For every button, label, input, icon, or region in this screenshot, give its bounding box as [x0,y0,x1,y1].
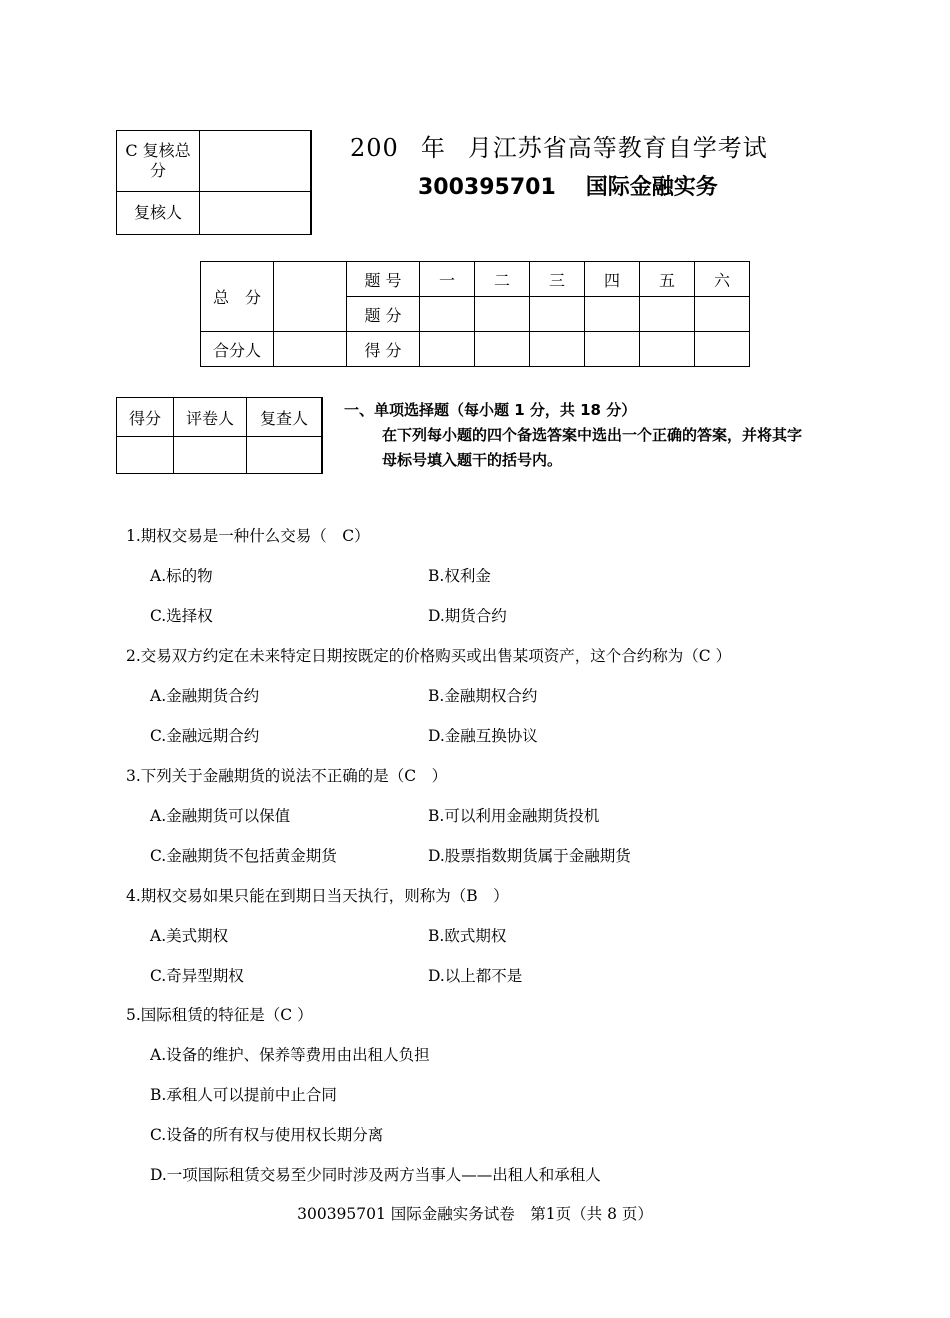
obtained-score-cell[interactable] [530,332,585,367]
section-title: 一、单项选择题（每小题 1 分，共 18 分） [344,401,637,419]
checker-cell[interactable] [247,437,323,474]
question-stem: 2.交易双方约定在未来特定日期按既定的价格购买或出售某项资产，这个合约称为（C ） [126,647,732,665]
option: C.奇异型期权 [150,967,244,985]
obtained-score-cell[interactable] [585,332,640,367]
question-score-cell[interactable] [585,297,640,332]
checker-label: 复查人 [247,398,323,437]
question-stem: 3.下列关于金融期货的说法不正确的是（C ） [126,767,448,785]
review-box [116,130,312,235]
question-score-cell[interactable] [475,297,530,332]
section-instruction: 在下列每小题的四个备选答案中选出一个正确的答案，并将其字母标号填入题干的括号内。 [382,426,803,469]
row-label-question-score: 题 分 [347,297,420,332]
course-line [418,170,718,201]
question-score-cell[interactable] [530,297,585,332]
exam-year-suffix: 年 [420,134,446,162]
question-stem: 5.国际租赁的特征是（C ） [126,1006,313,1024]
row-label-obtained-score: 得 分 [347,332,420,367]
question-score-cell[interactable] [695,297,750,332]
total-score-cell[interactable] [274,262,347,332]
row-label-question-no: 题 号 [347,262,420,297]
option: D.金融互换协议 [428,727,538,745]
exam-title-rest: 月江苏省高等教育自学考试 [467,134,768,162]
option: A.标的物 [150,567,213,585]
option: B.承租人可以提前中止合同 [150,1086,337,1104]
score-table [200,261,750,367]
reviewer-cell[interactable] [200,192,312,235]
combiner-cell[interactable] [274,332,347,367]
review-total-label: C 复核总分 [117,131,200,192]
exam-year-prefix: 200 [350,134,399,162]
question-score-cell[interactable] [640,297,695,332]
option: D.期货合约 [428,607,507,625]
option: D.一项国际租赁交易至少同时涉及两方当事人——出租人和承租人 [150,1166,601,1184]
option: B.欧式期权 [428,927,507,945]
option: A.金融期货合约 [150,687,260,705]
option: B.权利金 [428,567,491,585]
question-stem: 1.期权交易是一种什么交易（ C） [126,527,370,545]
option: D.以上都不是 [428,967,523,985]
reviewer-label: 复核人 [117,192,200,235]
obtained-score-cell[interactable] [420,332,475,367]
total-score-label: 总 分 [201,262,274,332]
question-score-cell[interactable] [420,297,475,332]
obtained-score-cell[interactable] [475,332,530,367]
option: D.股票指数期货属于金融期货 [428,847,631,865]
review-total-cell[interactable] [200,131,312,192]
option: B.可以利用金融期货投机 [428,807,600,825]
question-no-3: 三 [530,262,585,297]
question-no-1: 一 [420,262,475,297]
grader-box [116,397,323,474]
section-header [344,398,802,473]
option: C.设备的所有权与使用权长期分离 [150,1126,384,1144]
grader-score-cell[interactable] [117,437,174,474]
grader-label: 评卷人 [174,398,247,437]
option: A.设备的维护、保养等费用由出租人负担 [150,1046,430,1064]
combiner-label: 合分人 [201,332,274,367]
page-footer: 300395701 国际金融实务试卷 第1页（共 8 页） [297,1205,653,1223]
option: B.金融期权合约 [428,687,538,705]
course-code: 300395701 [418,175,556,200]
question-no-5: 五 [640,262,695,297]
option: C.选择权 [150,607,213,625]
question-stem: 4.期权交易如果只能在到期日当天执行，则称为（B ） [126,887,509,905]
obtained-score-cell[interactable] [695,332,750,367]
question-no-4: 四 [585,262,640,297]
exam-title [350,128,780,163]
grader-cell[interactable] [174,437,247,474]
option: C.金融期货不包括黄金期货 [150,847,337,865]
question-no-6: 六 [695,262,750,297]
option: C.金融远期合约 [150,727,260,745]
obtained-score-cell[interactable] [640,332,695,367]
course-name: 国际金融实务 [585,175,718,200]
option: A.金融期货可以保值 [150,807,291,825]
question-no-2: 二 [475,262,530,297]
option: A.美式期权 [150,927,229,945]
grader-score-label: 得分 [117,398,174,437]
